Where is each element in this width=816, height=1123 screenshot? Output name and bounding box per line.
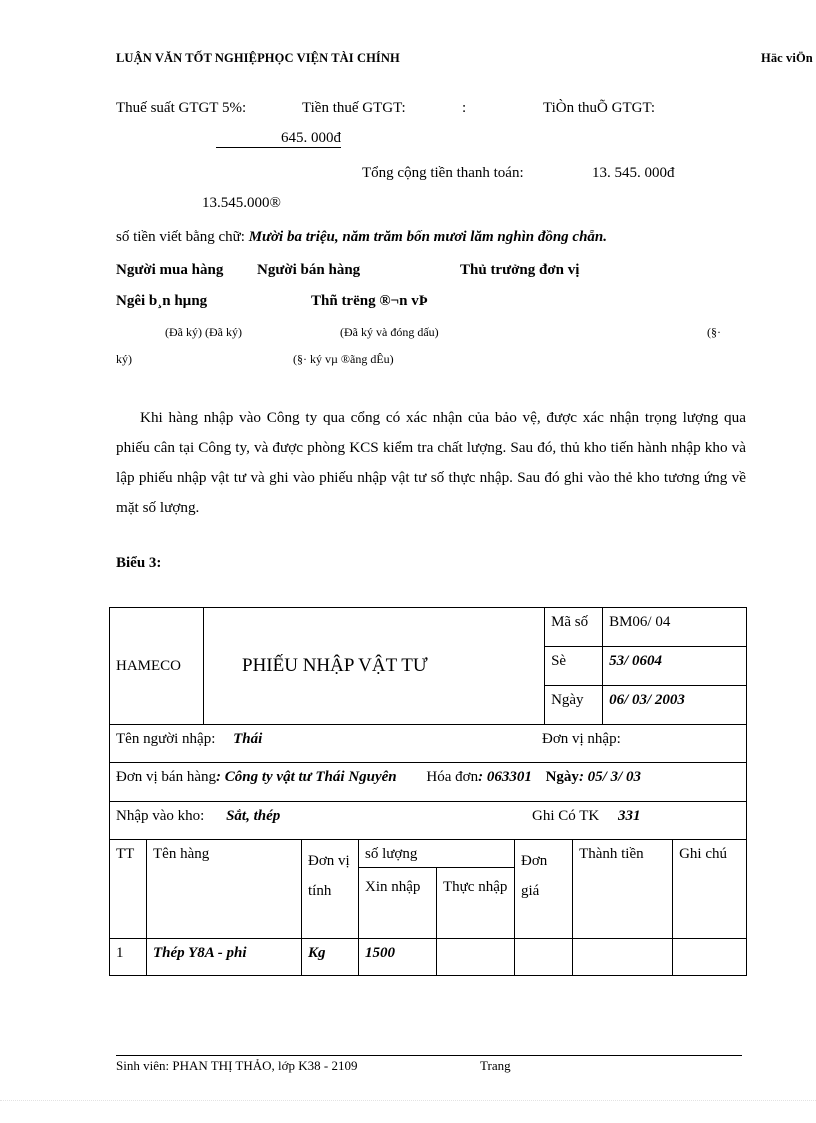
total-value: 13. 545. 000đ bbox=[592, 165, 675, 181]
invoice-value: : 063301 bbox=[478, 769, 532, 785]
col-amount: Thành tiền bbox=[573, 840, 673, 939]
body-paragraph: Khi hàng nhập vào Công ty qua cổng có xác nhận của bảo vệ, được xác nhận trọng lượng qua phiếu cân tại Công ty, và được phòng KCS kiểm tra chất lượng. Sau đó, thủ kho tiến hành nhập kho và lập phiếu nhập vật tư và ghi vào phiếu nhập vật tư số thực nhập. Sau đó ghi vào thẻ kho tương ứng về mặt số lượng. bbox=[116, 409, 746, 516]
tax-rate-label: Thuế suất GTGT 5%: bbox=[116, 100, 247, 116]
code-value: BM06/ 04 bbox=[603, 608, 747, 647]
col-unit: Đơn vị tính bbox=[302, 840, 359, 939]
number-value: 53/ 0604 bbox=[603, 647, 747, 685]
total-label: Tổng cộng tiền thanh toán: bbox=[362, 165, 524, 181]
footer-page: Trang bbox=[480, 1058, 511, 1073]
running-header-right: Häc viÖn bbox=[761, 51, 813, 65]
form-caption: Biểu 3: bbox=[116, 555, 162, 571]
amount-words-value: Mười ba triệu, năm trăm bốn mươi lăm nghìn đồng chẵn. bbox=[248, 229, 608, 245]
code-label: Mã số bbox=[545, 608, 603, 647]
signed-row: (Đã ký) (Đã ký) bbox=[165, 325, 242, 339]
unit-label: Đơn vị nhập: bbox=[542, 731, 621, 747]
row-qty-request: 1500 bbox=[359, 939, 437, 976]
credit-label: Ghi Có TK bbox=[532, 808, 600, 824]
form-title: PHIẾU NHẬP VẬT TƯ bbox=[204, 608, 545, 725]
footer-rule bbox=[116, 1055, 742, 1056]
tax-amount-label-garbled: TiÒn thuÕ GTGT: bbox=[543, 100, 656, 116]
col-qty-actual: Thực nhập bbox=[437, 868, 515, 939]
date-value: 06/ 03/ 2003 bbox=[603, 685, 747, 724]
credit-value: 331 bbox=[618, 808, 641, 824]
company-cell: HAMECO bbox=[110, 608, 204, 725]
seller-value: : Công ty vật tư Thái Nguyên bbox=[216, 769, 397, 785]
col-qty: số lượng bbox=[359, 840, 515, 868]
running-header-left: LUẬN VĂN TỐT NGHIỆPHỌC VIỆN TÀI CHÍNH bbox=[116, 51, 400, 65]
warehouse-label: Nhập vào kho: bbox=[116, 808, 205, 824]
receiver-label: Tên người nhập: bbox=[116, 731, 216, 747]
receipt-form-table bbox=[109, 607, 747, 976]
row-amount bbox=[573, 939, 673, 976]
invoice-date-label: Ngày bbox=[545, 769, 579, 785]
total-value-garbled: 13.545.000® bbox=[202, 195, 281, 211]
signature-garbled-seller: Ngêi b¸n hµng bbox=[116, 293, 208, 309]
signature-head: Thủ trưởng đơn vị bbox=[460, 262, 580, 278]
footer-student: Sinh viên: PHAN THỊ THẢO, lớp K38 - 2109 bbox=[116, 1058, 358, 1073]
seller-label: Đơn vị bán hàng bbox=[116, 769, 216, 785]
invoice-label: Hóa đơn bbox=[426, 769, 479, 785]
col-name: Tên hàng bbox=[147, 840, 302, 939]
col-tt: TT bbox=[110, 840, 147, 939]
col-note: Ghi chú bbox=[673, 840, 747, 939]
garbled-sign-b: ký) bbox=[116, 352, 132, 366]
row-tt: 1 bbox=[110, 939, 147, 976]
receiver-value: Thái bbox=[233, 731, 263, 747]
warehouse-row bbox=[110, 802, 747, 840]
tax-amount-value: 645. 000đ bbox=[216, 130, 341, 148]
col-price: Đơn giá bbox=[515, 840, 573, 939]
tax-amount-label: Tiền thuế GTGT: bbox=[302, 100, 406, 116]
row-name: Thép Y8A - phi bbox=[147, 939, 302, 976]
warehouse-value: Sắt, thép bbox=[226, 808, 281, 824]
invoice-date-value: : 05/ 3/ 03 bbox=[578, 769, 642, 785]
garbled-sign-c: (§· ký vµ ®ãng dÊu) bbox=[293, 352, 394, 366]
row-price bbox=[515, 939, 573, 976]
row-qty-actual bbox=[437, 939, 515, 976]
signature-seller: Người bán hàng bbox=[257, 262, 361, 278]
signature-garbled-head: Thñ trëng ®¬n vÞ bbox=[311, 293, 428, 309]
receiver-row bbox=[110, 725, 747, 763]
tax-colon: : bbox=[462, 100, 467, 116]
number-label: Sè bbox=[545, 647, 603, 685]
row-unit: Kg bbox=[302, 939, 359, 976]
page-edge bbox=[0, 1100, 816, 1101]
row-note bbox=[673, 939, 747, 976]
amount-words bbox=[116, 229, 607, 246]
signature-buyer: Người mua hàng bbox=[116, 262, 224, 278]
garbled-sign-a: (§· bbox=[707, 325, 721, 339]
date-label: Ngày bbox=[545, 685, 603, 724]
signed-stamped: (Đã ký và đóng dấu) bbox=[340, 325, 439, 339]
amount-words-label: số tiền viết bằng chữ: bbox=[116, 229, 245, 245]
col-qty-request: Xin nhập bbox=[359, 868, 437, 939]
seller-row bbox=[110, 763, 747, 802]
